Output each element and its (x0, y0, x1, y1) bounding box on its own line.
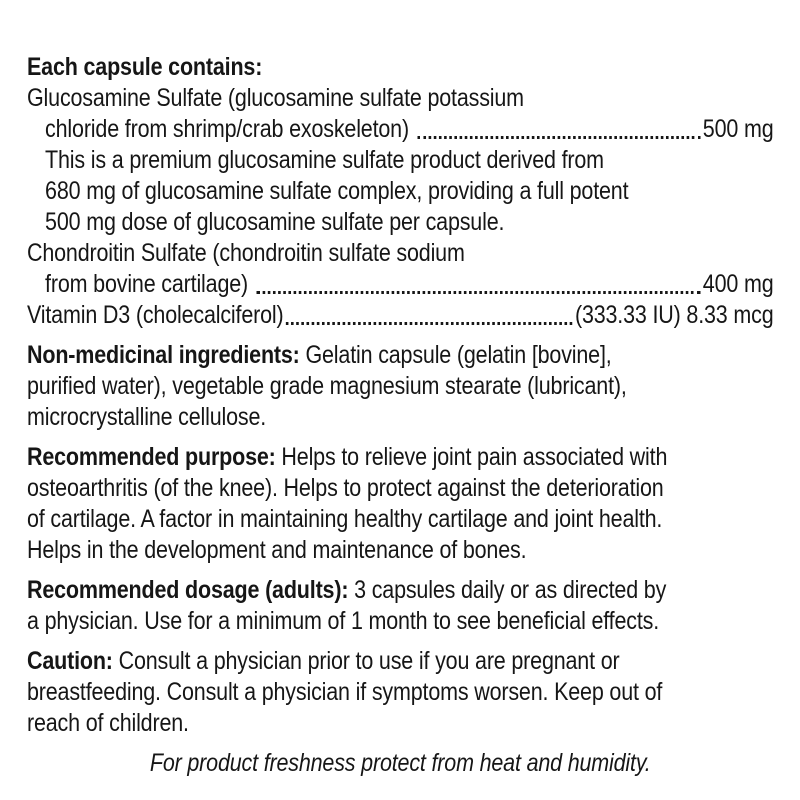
label-line-bold-prefix: Non-medicinal ingredients: (27, 341, 300, 369)
amount-value: 400 mg (702, 270, 774, 298)
label-line-text: chloride from shrimp/crab exoskeleton) (45, 115, 415, 143)
dotted-leader (256, 291, 700, 294)
label-line-text: Gelatin capsule (gelatin [bovine], (299, 341, 612, 369)
label-line-text: 680 mg of glucosamine sulfate complex, providing a full potent (45, 177, 629, 205)
label-line (27, 340, 773, 371)
label-line-text: 500 mg dose of glucosamine sulfate per capsule. (45, 208, 505, 236)
label-line (27, 402, 773, 433)
label-line-text: For product freshness protect from heat and humidity. (149, 749, 651, 777)
label-line (27, 677, 773, 708)
label-line (27, 371, 773, 402)
label-line-text: Helps in the development and maintenance of bones. (27, 536, 527, 564)
label-line (27, 176, 773, 207)
label-line (27, 207, 773, 238)
label-line (27, 442, 773, 473)
label-line (27, 575, 773, 606)
label-line-text: purified water), vegetable grade magnesium stearate (lubricant), (27, 372, 627, 400)
footer-note (27, 748, 773, 779)
label-line-text: Vitamin D3 (cholecalciferol) (27, 301, 284, 329)
label-line-text: microcrystalline cellulose. (27, 403, 267, 431)
label-text (27, 52, 773, 779)
label-line (27, 145, 773, 176)
label-line (27, 114, 773, 145)
label-line (27, 606, 773, 637)
label-line (27, 504, 773, 535)
label-line-text: Consult a physician prior to use if you are pregnant or (112, 647, 620, 675)
dotted-leader (417, 136, 700, 139)
label-line-text: Glucosamine Sulfate (glucosamine sulfate potassium (27, 84, 524, 112)
label-line-bold-prefix: Recommended purpose: (27, 443, 276, 471)
label-heading (27, 52, 773, 83)
amount-value: (333.33 IU) 8.33 mcg (574, 301, 774, 329)
label-line-text: osteoarthritis (of the knee). Helps to protect against the deterioration (27, 474, 664, 502)
label-line-text: Each capsule contains: (27, 53, 263, 81)
label-line (27, 535, 773, 566)
label-line-text: reach of children. (27, 709, 189, 737)
dotted-leader (286, 322, 572, 325)
label-line-text: Helps to relieve joint pain associated with (275, 443, 668, 471)
label-line (27, 646, 773, 677)
label-line-text: of cartilage. A factor in maintaining healthy cartilage and joint health. (27, 505, 663, 533)
label-line-text: a physician. Use for a minimum of 1 month to see beneficial effects. (27, 607, 660, 635)
label-line-text: Chondroitin Sulfate (chondroitin sulfate sodium (27, 239, 465, 267)
label-line-text: breastfeeding. Consult a physician if symptoms worsen. Keep out of (27, 678, 663, 706)
label-line (27, 83, 773, 114)
label-line-text: 3 capsules daily or as directed by (348, 576, 667, 604)
label-line-bold-prefix: Recommended dosage (adults): (27, 576, 349, 604)
label-line (27, 473, 773, 504)
label-line (27, 300, 773, 331)
label-line-text: This is a premium glucosamine sulfate product derived from (45, 146, 604, 174)
label-line (27, 269, 773, 300)
label-line-text: from bovine cartilage) (45, 270, 254, 298)
label-line (27, 238, 773, 269)
label-line (27, 708, 773, 739)
amount-value: 500 mg (702, 115, 774, 143)
label-line-bold-prefix: Caution: (27, 647, 113, 675)
